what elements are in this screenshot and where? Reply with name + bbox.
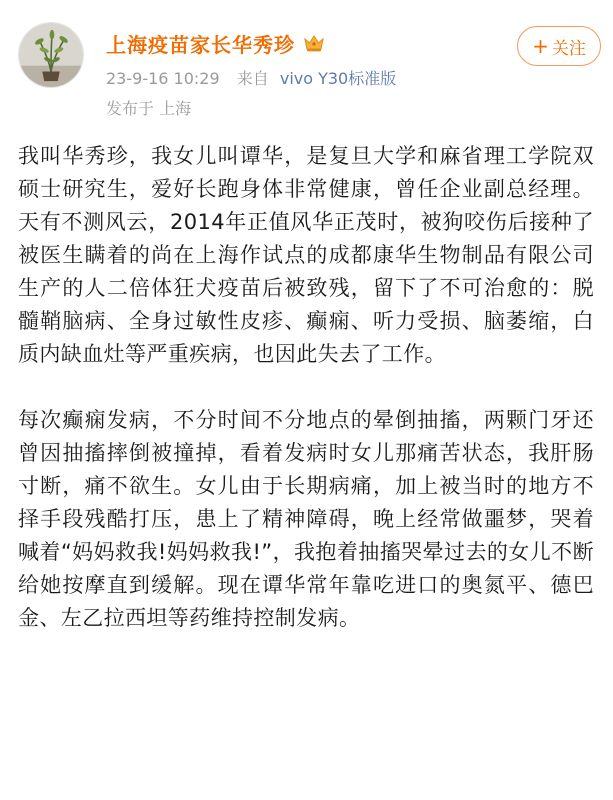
crown-icon [303,33,325,53]
follow-button[interactable] [517,26,601,66]
post-header [0,0,613,130]
post-paragraph: 我叫华秀珍，我女儿叫谭华，是复旦大学和麻省理工学院双硕士研究生，爱好长跑身体非常健康，曾任企业副总经理。天有不测风云，2014年正值风华正茂时，被狗咬伤后接种了被医生瞒着的尚在上海作试点的成都康华生物制品有限公司生产的人二倍体狂犬疫苗后被致残，留下了不可治愈的：脱髓鞘脑病、全身过敏性皮疹、癫痫、听力受损、脑萎缩，白质内缺血灶等严重疾病，也因此失去了工作。 [18,144,594,366]
author-row [106,28,325,58]
source-prefix: 来自 [236,69,269,88]
plant-avatar-icon [19,23,83,87]
follow-label: 关注 [551,38,586,59]
plus-icon: + [532,34,549,58]
author-name[interactable]: 上海疫苗家长华秀珍 [106,32,295,57]
post-paragraph: 每次癫痫发病，不分时间不分地点的晕倒抽搐，两颗门牙还曾因抽搐摔倒被撞掉，看着发病时女儿那痛苦状态，我肝肠寸断，痛不欲生。女儿由于长期病痛，加上被当时的地方不择手段残酷打压，患上了精神障碍，晚上经常做噩梦，哭着喊着“妈妈救我!妈妈救我!”，我抱着抽搐哭晕过去的女儿不断给她按摩直到缓解。现在谭华常年靠吃进口的奥氮平、德巴金、左乙拉西坦等药维持控制发病。 [18,408,594,630]
post-meta [106,66,396,89]
avatar[interactable] [18,22,84,88]
post-time: 23-9-16 10:29 [106,69,220,88]
source-device-link[interactable]: vivo Y30标准版 [279,69,397,88]
post-location: 发布于 上海 [106,99,192,118]
post-body [18,140,594,635]
